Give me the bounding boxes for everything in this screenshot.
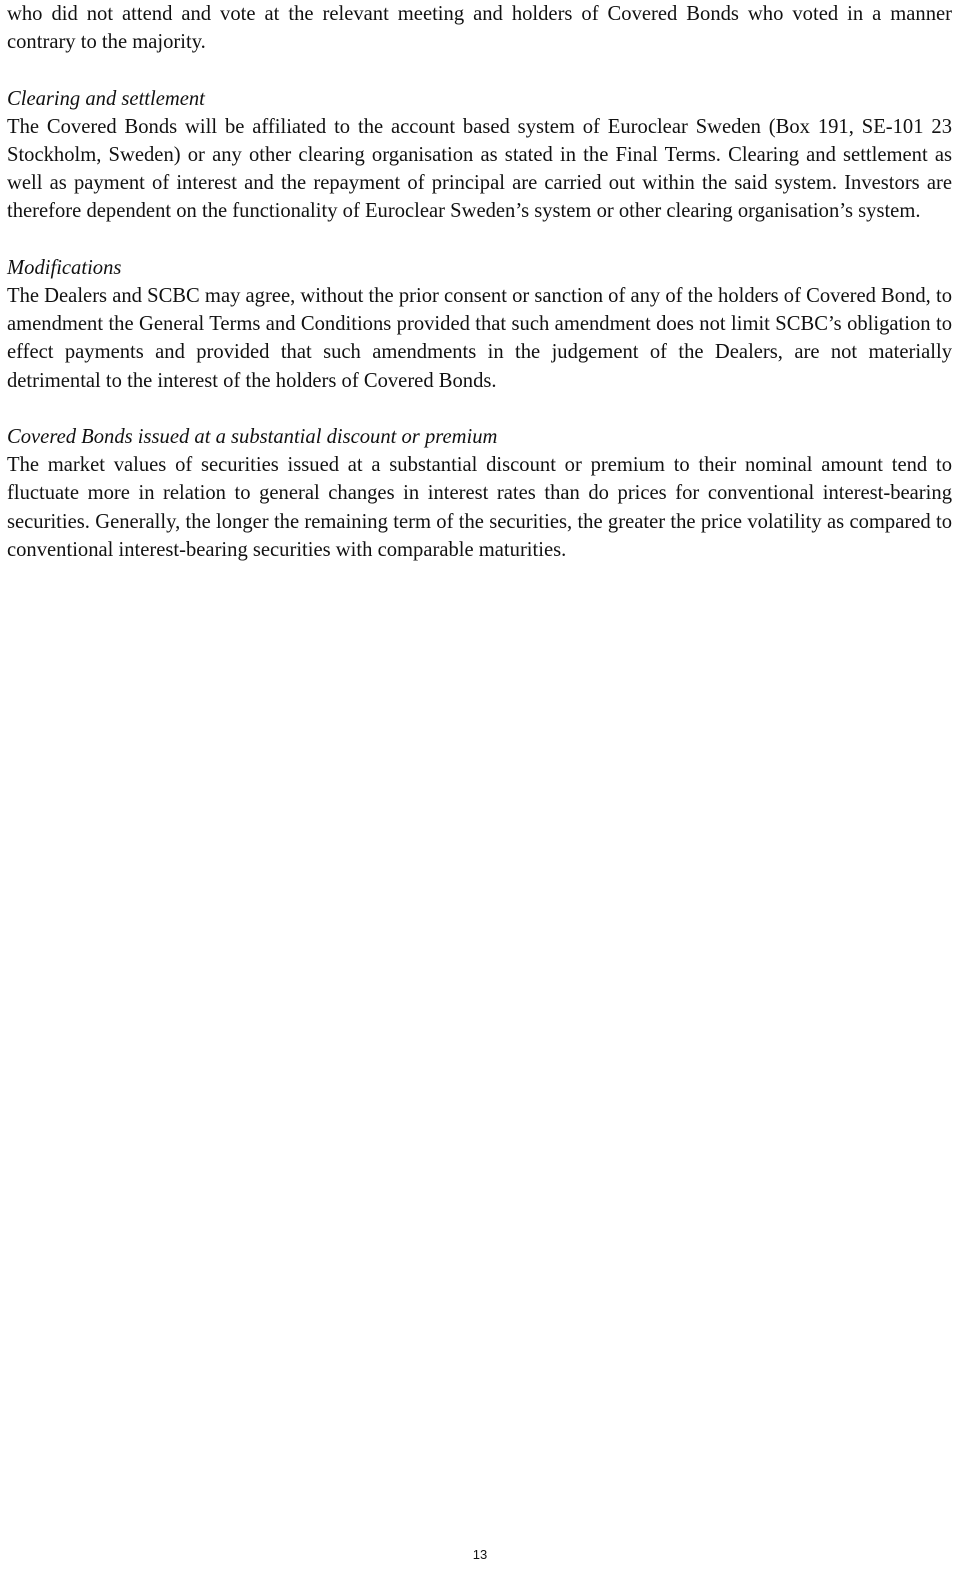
section-heading: Clearing and settlement xyxy=(7,87,205,110)
section-body: The market values of securities issued at a substantial discount or premium to their nominal amount tend to fluctuate more in relation to general changes in interest rates than do prices for conventional interest-bearing securities. Generally, the longer the remaining term of the securities, the greater the price volatility as compared to conventional interest-bearing securities with comparable maturities. xyxy=(7,454,952,561)
section-clearing-and-settlement xyxy=(7,85,952,226)
section-heading: Covered Bonds issued at a substantial discount or premium xyxy=(7,426,498,448)
page-number: 13 xyxy=(472,1547,488,1562)
section-body: The Covered Bonds will be affiliated to the account based system of Euroclear Sweden (Box 191, SE-101 23 Stockholm, Sweden) or any other clearing organisation as stated in the Final Terms. Clearing and settlement as well as payment of interest and the repayment of principal are carried out within the said system. Investors are therefore dependent on the functionality of Euroclear Sweden’s system or other clearing organisation’s system. xyxy=(7,115,952,223)
section-discount-or-premium xyxy=(7,423,952,564)
continuation-paragraph: who did not attend and vote at the relevant meeting and holders of Covered Bonds who voted in a manner contrary to the majority. xyxy=(7,3,952,54)
document-page xyxy=(7,0,952,564)
section-body: The Dealers and SCBC may agree, without the prior consent or sanction of any of the holders of Covered Bond, to amendment the General Terms and Conditions provided that such amendment does not limit SCBC’s obligation to effect payments and provided that such amendments in the judgement of the Dealers, are not materially detrimental to the interest of the holders of Covered Bonds. xyxy=(7,285,952,392)
section-modifications xyxy=(7,254,952,395)
section-heading: Modifications xyxy=(7,256,122,279)
